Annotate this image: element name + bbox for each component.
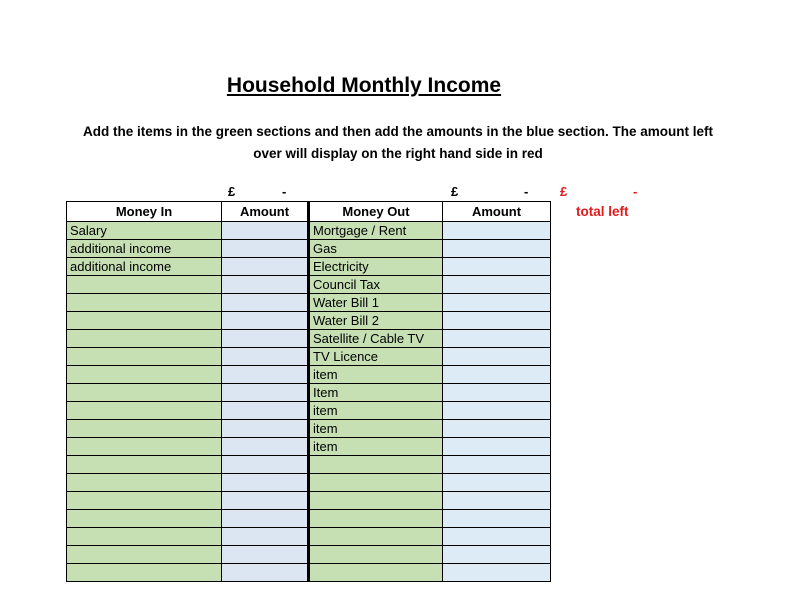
amount-in-cell[interactable]: [222, 258, 309, 276]
money-in-item-cell[interactable]: [67, 276, 222, 294]
amount-in-cell[interactable]: [222, 420, 309, 438]
left-total-value: -: [633, 184, 638, 199]
money-out-item-cell[interactable]: Satellite / Cable TV: [309, 330, 443, 348]
income-total-currency: £: [228, 184, 236, 199]
money-in-item-cell[interactable]: [67, 420, 222, 438]
amount-out-cell[interactable]: [443, 420, 551, 438]
amount-in-header: Amount: [222, 202, 309, 222]
table-row: [67, 420, 551, 438]
amount-out-cell[interactable]: [443, 366, 551, 384]
money-in-item-cell[interactable]: [67, 528, 222, 546]
money-out-item-cell[interactable]: item: [309, 402, 443, 420]
table-row: [67, 222, 551, 240]
amount-out-cell[interactable]: [443, 312, 551, 330]
money-in-item-cell[interactable]: [67, 438, 222, 456]
money-in-item-cell[interactable]: [67, 510, 222, 528]
page-title: Household Monthly Income: [226, 74, 502, 97]
money-in-item-cell[interactable]: [67, 366, 222, 384]
header-row: [67, 202, 551, 222]
money-in-item-cell[interactable]: Salary: [67, 222, 222, 240]
amount-out-cell[interactable]: [443, 276, 551, 294]
table-row: [67, 438, 551, 456]
money-out-item-cell[interactable]: TV Licence: [309, 348, 443, 366]
amount-in-cell[interactable]: [222, 276, 309, 294]
amount-in-cell[interactable]: [222, 330, 309, 348]
amount-in-cell[interactable]: [222, 402, 309, 420]
expenses-total-value: -: [524, 184, 529, 199]
money-out-item-cell[interactable]: Gas: [309, 240, 443, 258]
table-row: [67, 330, 551, 348]
money-in-item-cell[interactable]: additional income: [67, 258, 222, 276]
money-in-item-cell[interactable]: [67, 312, 222, 330]
amount-in-cell[interactable]: [222, 438, 309, 456]
table-row: [67, 456, 551, 474]
amount-out-cell[interactable]: [443, 492, 551, 510]
table-row: [67, 294, 551, 312]
left-total-currency: £: [560, 184, 568, 199]
table-row: [67, 402, 551, 420]
income-total-value: -: [282, 184, 287, 199]
amount-in-cell[interactable]: [222, 564, 309, 582]
money-out-item-cell[interactable]: item: [309, 438, 443, 456]
money-in-item-cell[interactable]: [67, 474, 222, 492]
table-row: [67, 276, 551, 294]
amount-out-cell[interactable]: [443, 510, 551, 528]
money-out-item-cell[interactable]: Electricity: [309, 258, 443, 276]
table-row: [67, 564, 551, 582]
table-row: [67, 492, 551, 510]
table-row: [67, 366, 551, 384]
money-in-item-cell[interactable]: [67, 492, 222, 510]
money-out-item-cell[interactable]: [309, 546, 443, 564]
table-row: [67, 546, 551, 564]
money-in-item-cell[interactable]: [67, 564, 222, 582]
amount-out-cell[interactable]: [443, 474, 551, 492]
amount-in-cell[interactable]: [222, 546, 309, 564]
money-out-item-cell[interactable]: [309, 456, 443, 474]
money-out-item-cell[interactable]: item: [309, 366, 443, 384]
table-row: [67, 312, 551, 330]
money-out-item-cell[interactable]: Council Tax: [309, 276, 443, 294]
amount-in-cell[interactable]: [222, 492, 309, 510]
money-in-item-cell[interactable]: [67, 330, 222, 348]
amount-out-cell[interactable]: [443, 222, 551, 240]
total-left-label: total left: [576, 204, 629, 219]
money-in-item-cell[interactable]: [67, 348, 222, 366]
money-out-item-cell[interactable]: item: [309, 420, 443, 438]
amount-in-cell[interactable]: [222, 510, 309, 528]
money-out-item-cell[interactable]: [309, 528, 443, 546]
money-out-item-cell[interactable]: [309, 510, 443, 528]
amount-out-cell[interactable]: [443, 384, 551, 402]
amount-out-cell[interactable]: [443, 240, 551, 258]
amount-in-cell[interactable]: [222, 240, 309, 258]
amount-in-cell[interactable]: [222, 456, 309, 474]
table-row: [67, 510, 551, 528]
amount-out-cell[interactable]: [443, 330, 551, 348]
amount-out-cell[interactable]: [443, 402, 551, 420]
money-in-header: Money In: [67, 202, 222, 222]
amount-in-cell[interactable]: [222, 366, 309, 384]
table-row: [67, 258, 551, 276]
money-in-item-cell[interactable]: [67, 402, 222, 420]
amount-in-cell[interactable]: [222, 528, 309, 546]
amount-out-cell[interactable]: [443, 564, 551, 582]
money-out-item-cell[interactable]: [309, 492, 443, 510]
money-in-item-cell[interactable]: [67, 384, 222, 402]
budget-rows: [67, 222, 551, 582]
table-row: [67, 528, 551, 546]
amount-out-cell[interactable]: [443, 528, 551, 546]
money-in-item-cell[interactable]: [67, 456, 222, 474]
amount-in-cell[interactable]: [222, 294, 309, 312]
table-row: [67, 474, 551, 492]
money-out-item-cell[interactable]: Item: [309, 384, 443, 402]
table-row: [67, 348, 551, 366]
amount-out-cell[interactable]: [443, 456, 551, 474]
money-out-item-cell[interactable]: Water Bill 1: [309, 294, 443, 312]
amount-out-cell[interactable]: [443, 294, 551, 312]
amount-out-cell[interactable]: [443, 438, 551, 456]
amount-out-cell[interactable]: [443, 546, 551, 564]
money-out-item-cell[interactable]: [309, 564, 443, 582]
amount-in-cell[interactable]: [222, 348, 309, 366]
expenses-total-currency: £: [451, 184, 459, 199]
money-out-item-cell[interactable]: Mortgage / Rent: [309, 222, 443, 240]
amount-in-cell[interactable]: [222, 222, 309, 240]
amount-out-header: Amount: [443, 202, 551, 222]
amount-out-cell[interactable]: [443, 348, 551, 366]
instructions: Add the items in the green sections and then add the amounts in the blue section. The amount left over will display on the right hand side in red: [82, 124, 714, 161]
amount-in-cell[interactable]: [222, 312, 309, 330]
money-out-item-cell[interactable]: Water Bill 2: [309, 312, 443, 330]
amount-in-cell[interactable]: [222, 384, 309, 402]
table-row: [67, 384, 551, 402]
money-out-item-cell[interactable]: [309, 474, 443, 492]
money-in-item-cell[interactable]: additional income: [67, 240, 222, 258]
table-row: [67, 240, 551, 258]
budget-table: [66, 201, 551, 582]
money-in-item-cell[interactable]: [67, 546, 222, 564]
money-out-header: Money Out: [309, 202, 443, 222]
amount-out-cell[interactable]: [443, 258, 551, 276]
money-in-item-cell[interactable]: [67, 294, 222, 312]
amount-in-cell[interactable]: [222, 474, 309, 492]
